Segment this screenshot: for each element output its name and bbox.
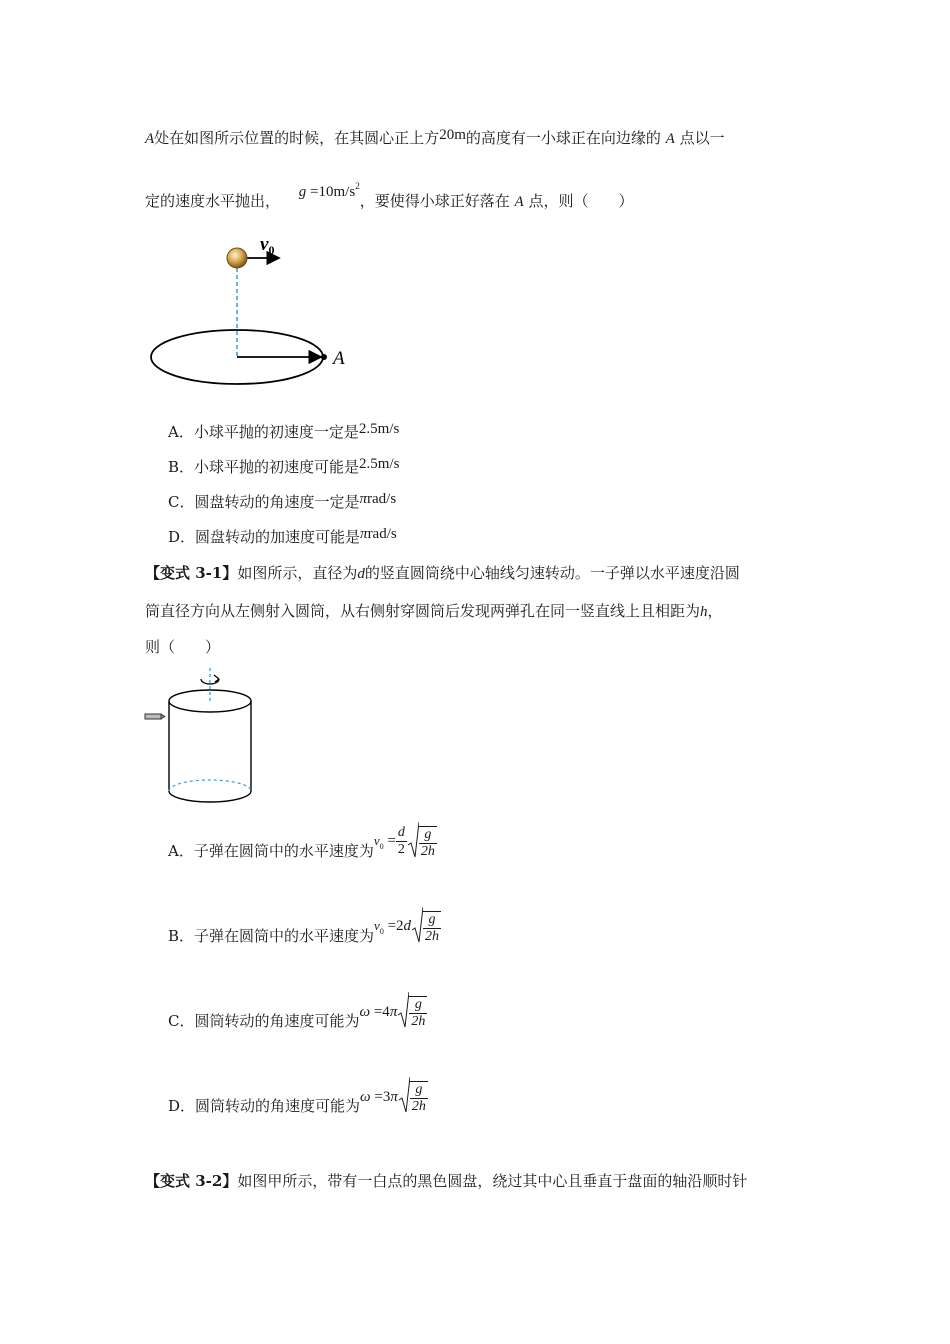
q3-text: 点，则（ ） — [528, 192, 634, 210]
v31-option-a — [168, 825, 437, 874]
option-value: rad/s — [367, 526, 397, 542]
v31-text: 如图所示，直径为 — [237, 564, 358, 582]
option-letter: D． — [168, 528, 196, 546]
point-a-symbol: A — [514, 194, 524, 210]
v-symbol: v — [373, 833, 380, 848]
v31-line-1 — [145, 562, 740, 583]
point-a-dot — [321, 354, 327, 360]
option-letter: B． — [168, 927, 195, 945]
gravity-formula — [298, 181, 360, 200]
g-symbol: g — [298, 184, 307, 200]
height-symbol: h — [700, 604, 708, 620]
disc-ball-figure — [145, 228, 365, 393]
v31-text: 的竖直圆筒绕中心轴线匀速转动。一子弹以水平速度沿圆 — [364, 564, 740, 582]
bullet-icon — [145, 714, 161, 719]
radicand-numerator: g — [419, 827, 437, 844]
option-text: 圆盘转动的加速度可能是 — [195, 528, 361, 546]
omega-symbol: ω — [359, 1003, 371, 1020]
q3-line-2 — [145, 181, 634, 211]
v31-text: 筒直径方向从左侧射入圆筒，从右侧射穿圆筒后发现两弹孔在同一竖直线上且相距为 — [145, 602, 701, 620]
angular-velocity-formula — [360, 991, 428, 1034]
v31-option-d — [168, 1082, 428, 1128]
equals-coefficient: =3 — [374, 1088, 391, 1105]
option-text: 小球平抛的初速度一定是 — [193, 423, 359, 441]
q3-text: 处在如图所示位置的时候，在其圆心正上方 — [154, 129, 440, 147]
velocity-formula — [374, 905, 441, 949]
variant-tag: 【变式 3-2】 — [145, 1172, 238, 1190]
option-text: 圆筒转动的角速度可能为 — [194, 1012, 360, 1030]
cylinder-bottom — [169, 791, 251, 802]
option-text: 子弹在圆筒中的水平速度为 — [193, 842, 374, 860]
equals-coefficient: =4 — [373, 1003, 390, 1020]
pi-symbol: π — [360, 526, 368, 542]
omega-symbol: ω — [360, 1088, 371, 1105]
v31-option-c — [168, 997, 427, 1043]
option-letter: C． — [168, 493, 195, 511]
v31-option-b — [168, 911, 441, 959]
radicand-denominator: 2h — [425, 928, 440, 944]
v31-text: ， — [707, 602, 723, 620]
g-exponent: 2 — [355, 181, 360, 191]
v31-line-3 — [145, 636, 220, 657]
v-subscript: 0 — [379, 842, 384, 851]
angular-velocity-formula — [360, 1076, 428, 1119]
radicand-denominator: 2h — [411, 1014, 426, 1030]
q3-text: 定的速度水平抛出， — [145, 192, 281, 210]
radicand-numerator: g — [410, 1082, 428, 1099]
radicand-denominator: 2h — [420, 843, 435, 859]
pi-symbol: π — [389, 1003, 398, 1020]
equals-coefficient: =2 — [387, 918, 404, 934]
option-value: 2.5m/s — [359, 456, 400, 472]
option-letter: A． — [168, 423, 194, 441]
option-value: rad/s — [367, 491, 397, 507]
diameter-symbol: d — [403, 918, 412, 934]
option-value: 2.5m/s — [358, 421, 400, 437]
point-a-symbol: A — [145, 131, 155, 147]
option-text: 小球平抛的初速度可能是 — [194, 458, 360, 476]
radicand-numerator: g — [409, 997, 427, 1014]
g-value: =10m/s — [310, 184, 356, 200]
diameter-symbol: d — [357, 566, 365, 582]
cylinder-figure — [143, 665, 263, 810]
option-letter: B． — [168, 458, 195, 476]
point-a-label: A — [333, 348, 345, 369]
option-text: 子弹在圆筒中的水平速度为 — [194, 927, 375, 945]
v32-text: 如图甲所示，带有一白点的黑色圆盘，绕过其中心且垂直于盘面的轴沿顺时针 — [237, 1172, 748, 1190]
height-value: 20m — [439, 127, 466, 143]
equals-sign: = — [387, 833, 396, 849]
radicand-denominator: 2h — [411, 1099, 426, 1115]
option-text: 圆筒转动的角速度可能为 — [195, 1097, 361, 1115]
v-symbol: v — [374, 918, 380, 933]
option-letter: C． — [168, 1012, 195, 1030]
option-letter: D． — [168, 1097, 196, 1115]
q3-text: 点以一 — [679, 129, 725, 147]
q3-text: 的高度有一小球正在向边缘的 — [465, 129, 661, 147]
pi-symbol: π — [359, 491, 368, 507]
velocity-formula — [374, 820, 437, 864]
option-text: 圆盘转动的角速度一定是 — [194, 493, 360, 511]
variant-tag: 【变式 3-1】 — [145, 564, 238, 582]
ball — [227, 248, 247, 268]
v-subscript: 0 — [379, 927, 384, 936]
frac-denominator: 2 — [397, 842, 405, 858]
pi-symbol: π — [390, 1088, 398, 1105]
q3-line-1 — [145, 127, 725, 148]
frac-numerator: d — [397, 825, 405, 841]
v31-text: 则（ ） — [145, 638, 221, 656]
q3-option-b — [168, 456, 399, 477]
radicand-numerator: g — [423, 912, 441, 929]
v31-line-2 — [145, 600, 723, 621]
q3-option-a — [168, 421, 399, 442]
velocity-label: $v_0$ — [260, 234, 275, 257]
q3-option-d — [168, 526, 397, 547]
v32-line-1 — [145, 1170, 747, 1191]
option-letter: A． — [168, 842, 194, 860]
point-a-symbol: A — [665, 131, 675, 147]
q3-option-c — [168, 491, 396, 512]
q3-text: ，要使得小球正好落在 — [359, 192, 510, 210]
